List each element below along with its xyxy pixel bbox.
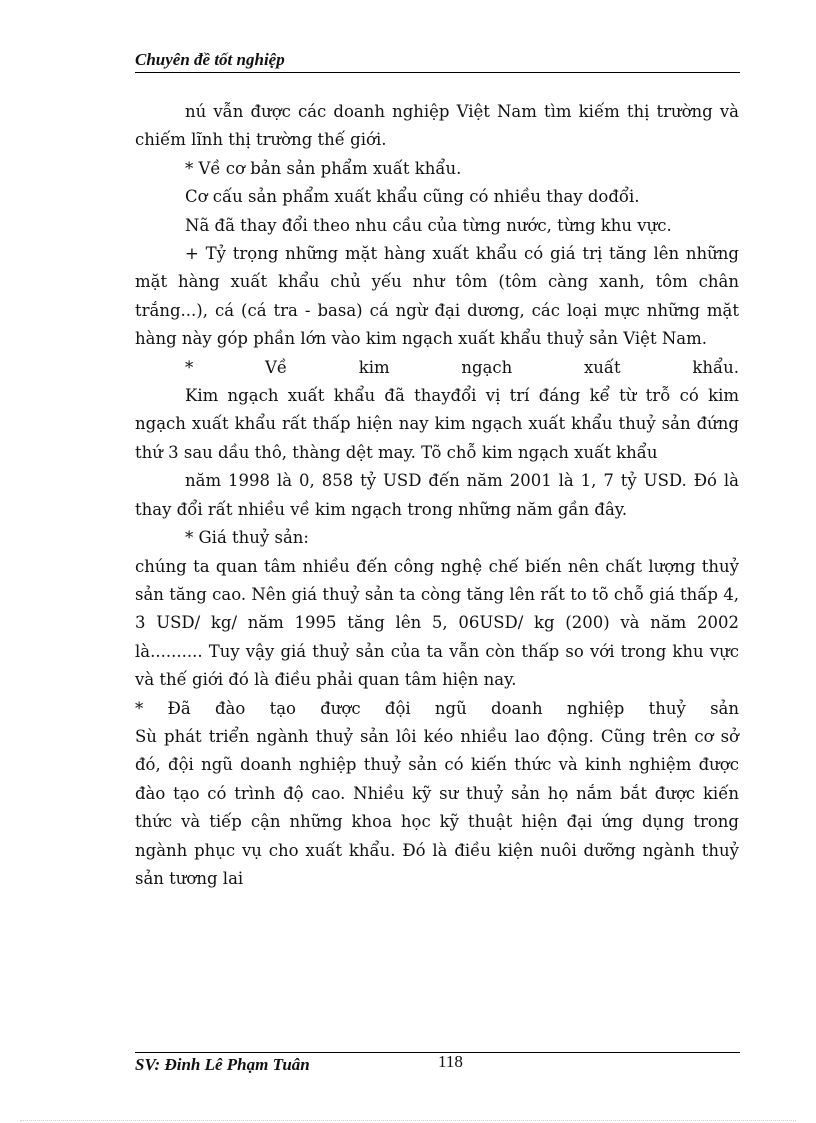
paragraph-price-heading: * Giá thuỷ sản: — [185, 528, 309, 548]
paragraph-training-detail: Sù phát triển ngành thuỷ sản lôi kéo nhiều lao động. Cũng trên cơ sở đó, đội ngũ doanh nghiệp thuỷ sản có kiến thức và kinh nghiệm được đào tạo có trình độ cao. Nhiều kỹ sư thuỷ sản họ nắm bắt được kiến thức và tiếp cận những khoa học kỹ thuật hiện đại ứng dụng trong ngành phục vụ cho xuất khẩu. Đó là điều kiện nuôi dưỡng ngành thuỷ sản tương lai — [135, 726, 739, 888]
paragraph-turnover-heading: * Về kim ngạch xuất khẩu. — [185, 357, 739, 377]
paragraph-turnover-position: Kim ngạch xuất khẩu đã thayđổi vị trí đáng kể từ trỗ có kim ngạch xuất khẩu rất thấp hiện nay kim ngạch xuất khẩu thuỷ sản đứng thứ 3 sau dầu thô, thàng dệt may. Tõ chỗ kim ngạch xuất khẩu — [135, 386, 739, 462]
header-title: Chuyên đề tốt nghiệp — [135, 50, 285, 69]
paragraph-product-heading: * Về cơ bản sản phẩm xuất khẩu. — [185, 158, 462, 178]
page-header — [135, 48, 740, 73]
body-text — [135, 98, 739, 893]
paragraph-product-share: + Tỷ trọng những mặt hàng xuất khẩu có giá trị tăng lên những mặt hàng xuất khẩu chủ yếu như tôm (tôm càng xanh, tôm chân trắng...), cá (cá tra - basa) cá ngừ đại dương, các loại mực những mặt hàng này góp phần lớn vào kim ngạch xuất khẩu thuỷ sản Việt Nam. — [135, 244, 739, 349]
paragraph-price-detail: chúng ta quan tâm nhiều đến công nghệ chế biến nên chất lượng thuỷ sản tăng cao. Nên giá thuỷ sản ta còng tăng lên rất to tõ chỗ giá thấp 4, 3 USD/ kg/ năm 1995 tăng lên 5, 06USD/ kg (200) và năm 2002 là.......... Tuy vậy giá thuỷ sản của ta vẫn còn thấp so với trong khu vực và thế giới đó là điều phải quan tâm hiện nay. — [135, 556, 739, 690]
paragraph-training-heading: * Đã đào tạo được đội ngũ doanh nghiệp thuỷ sản — [135, 698, 739, 718]
paragraph-product-structure: Cơ cấu sản phẩm xuất khẩu cũng có nhiều thay dođổi. — [185, 187, 640, 207]
page-bottom-edge — [20, 1120, 796, 1121]
page-number: 118 — [438, 1052, 463, 1071]
paragraph-product-change: Nã đã thay đổi theo nhu cầu của từng nước, từng khu vực. — [185, 215, 672, 235]
paragraph-turnover-figures: năm 1998 là 0, 858 tỷ USD đến năm 2001 là 1, 7 tỷ USD. Đó là thay đổi rất nhiều về kim ngạch trong những năm gần đây. — [135, 471, 739, 519]
paragraph-intro: nú vẫn được các doanh nghiệp Việt Nam tìm kiếm thị trường và chiếm lĩnh thị trường thế giới. — [135, 102, 739, 150]
footer-author: SV: Đinh Lê Phạm Tuân — [135, 1055, 310, 1074]
